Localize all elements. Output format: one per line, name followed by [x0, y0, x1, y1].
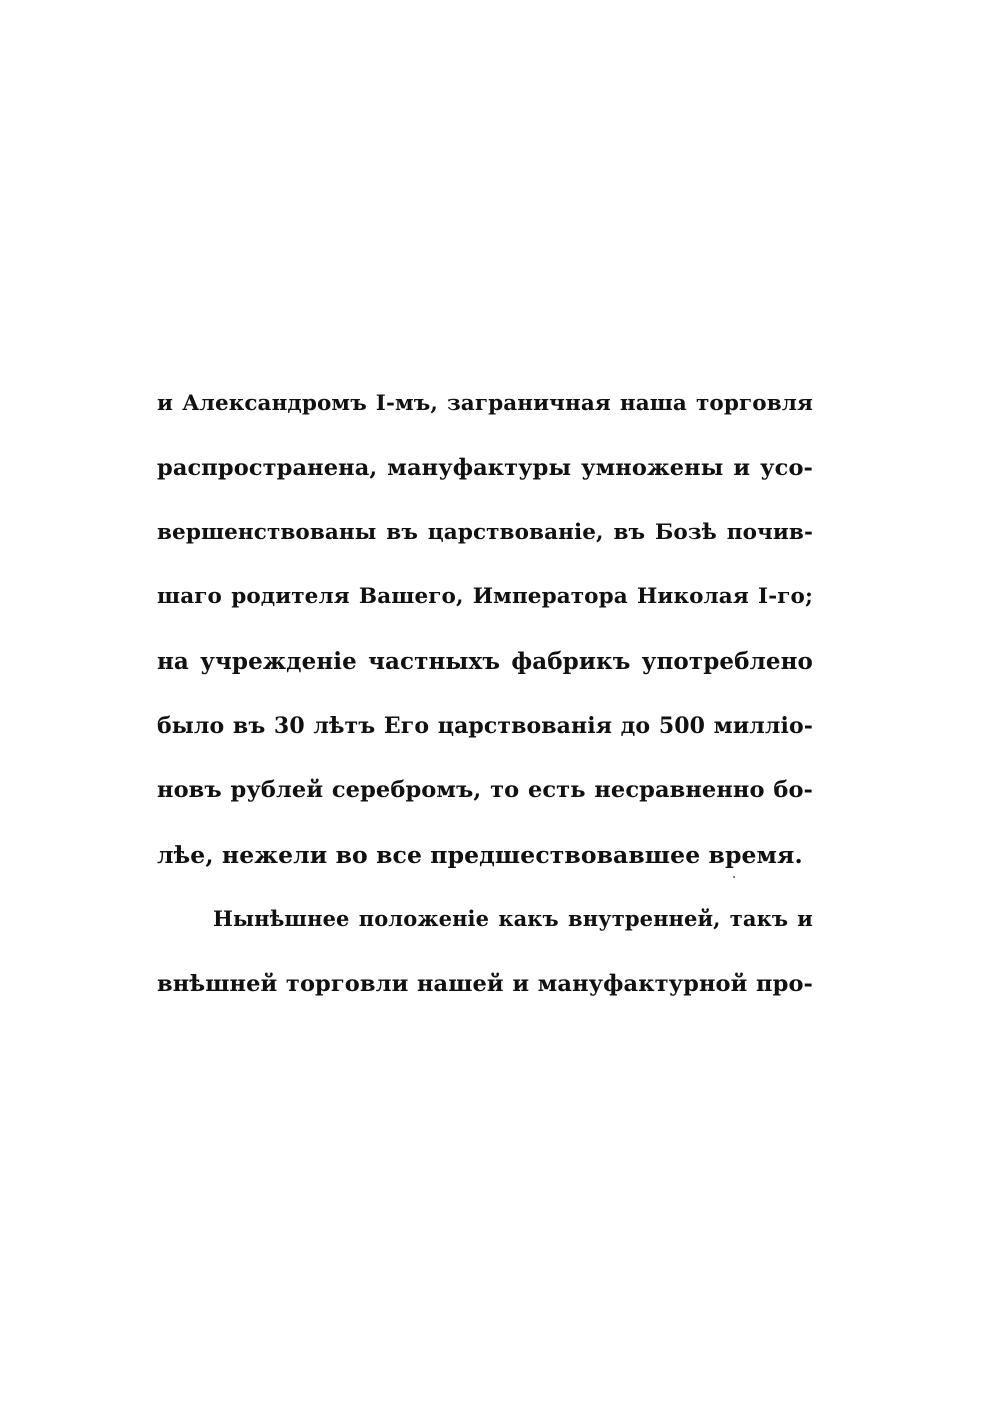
ink-speck: [733, 876, 735, 878]
text-line: распространена, мануфактуры умножены и усо-: [157, 455, 813, 482]
text-line: шаго родителя Вашего, Императора Николая I-го;: [157, 584, 813, 610]
text-line: Нынѣшнее положеніе какъ внутренней, такъ и: [213, 906, 813, 932]
text-line: новъ рублей серебромъ, то есть несравненно бо-: [157, 777, 813, 804]
text-line: лѣе, нежели во все предшествовавшее время.: [157, 840, 803, 869]
page-text: [157, 372, 813, 1016]
text-line: на учрежденіе частныхъ фабрикъ употреблено: [157, 647, 813, 675]
text-line: было въ 30 лѣтъ Его царствованія до 500 милліо-: [157, 712, 813, 739]
text-line: и Александромъ I-мъ, заграничная наша торговля: [157, 391, 813, 416]
paragraph-2: [157, 887, 813, 1016]
text-line: вершенствованы въ царствованіе, въ Бозѣ почив-: [157, 519, 813, 545]
paragraph-1: [157, 372, 813, 887]
text-line: внѣшней торговли нашей и мануфактурной про-: [157, 970, 813, 997]
